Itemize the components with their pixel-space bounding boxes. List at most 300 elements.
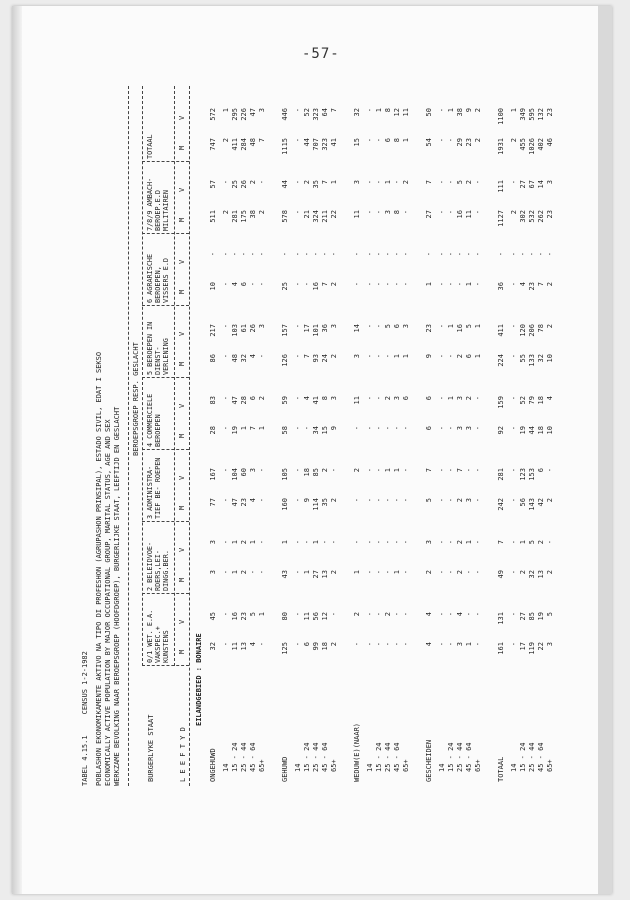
table-cell: - — [366, 540, 374, 545]
table-cell: - — [384, 282, 392, 287]
table-total-row — [426, 86, 435, 786]
table-cell: 242 — [497, 498, 505, 511]
table-cell: 2 — [330, 354, 338, 359]
table-cell: 3 — [330, 324, 338, 329]
table-cell: 5 — [465, 324, 473, 329]
table-cell: 226 — [240, 108, 248, 121]
table-cell: 2 — [456, 540, 464, 545]
table-cell: 2 — [510, 210, 518, 215]
table-cell: 4 — [425, 612, 433, 617]
table-cell: - — [321, 540, 329, 545]
table-cell: 3 — [258, 324, 266, 329]
table-cell: 7 — [321, 180, 329, 185]
table-cell: 10 — [209, 282, 217, 291]
table-row — [403, 86, 412, 786]
table-cell: - — [402, 252, 410, 257]
table-cell: 13 — [321, 570, 329, 579]
table-cell: - — [330, 252, 338, 257]
table-cell: - — [474, 642, 482, 647]
table-total-row — [210, 86, 219, 786]
table-cell: - — [330, 468, 338, 473]
table-cell: 157 — [281, 324, 289, 337]
table-cell: 6 — [249, 396, 257, 401]
table-cell: - — [438, 570, 446, 575]
sex-code: V — [178, 259, 186, 264]
table-cell: 1 — [402, 138, 410, 143]
table-cell: 15 — [321, 426, 329, 435]
table-cell: 446 — [281, 108, 289, 121]
table-cell: - — [222, 612, 230, 617]
group-divider — [142, 161, 189, 162]
table-cell: - — [393, 540, 401, 545]
table-cell: 4 — [303, 396, 311, 401]
table-cell: 7 — [497, 540, 505, 545]
table-cell: - — [375, 210, 383, 215]
table-cell: 26 — [240, 180, 248, 189]
table-cell: 1 — [231, 570, 239, 575]
table-cell: 35 — [312, 180, 320, 189]
table-cell: 27 — [312, 570, 320, 579]
table-cell: - — [447, 180, 455, 185]
table-cell: 2 — [474, 138, 482, 143]
table-row — [331, 86, 340, 786]
table-cell: 55 — [519, 354, 527, 363]
table-cell: 1 — [384, 180, 392, 185]
stub-header-marital: BURGERLYKE STAAT — [147, 714, 155, 782]
table-cell: 6 — [303, 642, 311, 647]
rule-top — [128, 86, 129, 786]
table-cell: 217 — [209, 324, 217, 337]
table-row — [448, 86, 457, 786]
table-cell: 1 — [474, 354, 482, 359]
table-cell: 2 — [353, 612, 361, 617]
table-cell: - — [438, 612, 446, 617]
table-cell: 1 — [384, 468, 392, 473]
table-cell: 23 — [240, 498, 248, 507]
table-cell: 1 — [474, 324, 482, 329]
table-cell: - — [366, 180, 374, 185]
page-edge-left — [12, 6, 22, 894]
table-cell: 1 — [510, 108, 518, 113]
table-cell: - — [402, 210, 410, 215]
table-cell: 18 — [303, 468, 311, 477]
table-cell: 295 — [231, 108, 239, 121]
table-cell: 47 — [231, 498, 239, 507]
table-cell: 11 — [303, 612, 311, 621]
table-cell: - — [375, 468, 383, 473]
table-cell: 36 — [497, 282, 505, 291]
table-cell: 93 — [312, 354, 320, 363]
table-cell: 105 — [281, 468, 289, 481]
table-cell: - — [402, 612, 410, 617]
table-cell: 323 — [321, 138, 329, 151]
table-row — [304, 86, 313, 786]
table-cell: 281 — [231, 210, 239, 223]
table-cell: 411 — [231, 138, 239, 151]
table-cell: 1026 — [528, 138, 536, 155]
table-cell: 1 — [281, 540, 289, 545]
table-cell: - — [366, 282, 374, 287]
table-cell: - — [222, 324, 230, 329]
table-cell: - — [384, 252, 392, 257]
table-cell: 103 — [231, 324, 239, 337]
table-cell: - — [375, 324, 383, 329]
table-cell: 7 — [456, 468, 464, 473]
table-cell: 48 — [231, 354, 239, 363]
table-row — [520, 86, 529, 786]
table-cell: - — [393, 282, 401, 287]
table-cell: 1 — [447, 396, 455, 401]
table-cell: 2 — [546, 282, 554, 287]
table-cell: 9 — [465, 108, 473, 113]
table-cell: 9 — [330, 426, 338, 431]
table-cell: 25 — [231, 180, 239, 189]
table-cell: 23 — [546, 210, 554, 219]
table-cell: - — [366, 210, 374, 215]
table-cell: - — [294, 138, 302, 143]
table-cell: - — [510, 180, 518, 185]
table-cell: - — [222, 540, 230, 545]
title-papiamentu: POBLASHON EKONOMIKAMENTE AKTIVO NA TIPO DI PROFESHON (AGRUPASHON PRINSIPAL), ESTADO SIVIL, EDAT I SEKSO — [95, 351, 103, 786]
table-cell: 60 — [240, 468, 248, 477]
table-cell: 8 — [384, 108, 392, 113]
page-edge-right — [598, 6, 612, 894]
table-cell: 3 — [330, 396, 338, 401]
table-cell: - — [375, 138, 383, 143]
table-cell: 12 — [321, 612, 329, 621]
table-total-row — [498, 86, 507, 786]
sex-code: M — [178, 289, 186, 294]
table-cell: - — [240, 252, 248, 257]
table-cell: 7 — [321, 282, 329, 287]
table-cell: 101 — [312, 324, 320, 337]
table-cell: 3 — [209, 540, 217, 545]
stub-header-age: L E E F T Y D — [179, 727, 187, 782]
age-label: 25 - 44 — [456, 742, 464, 772]
table-cell: 111 — [497, 180, 505, 193]
table-cell: - — [222, 570, 230, 575]
table-cell: 16 — [456, 324, 464, 333]
table-cell: - — [294, 540, 302, 545]
table-cell: 4 — [249, 498, 257, 503]
table-cell: 41 — [312, 396, 320, 405]
table-cell: - — [474, 282, 482, 287]
sex-code: M — [178, 649, 186, 654]
table-cell: - — [375, 396, 383, 401]
table-cell: 3 — [465, 426, 473, 431]
table-cell: - — [474, 426, 482, 431]
age-label: 15 - 24 — [375, 742, 383, 772]
table-cell: 23 — [425, 324, 433, 333]
table-cell: 3 — [209, 570, 217, 575]
table-cell: 302 — [519, 210, 527, 223]
table-cell: - — [366, 468, 374, 473]
table-cell: - — [393, 612, 401, 617]
table-cell: - — [294, 642, 302, 647]
table-cell: 18 — [537, 396, 545, 405]
table-cell: 511 — [209, 210, 217, 223]
table-cell: 2 — [303, 180, 311, 185]
group-header: 7/8/9 AMBACH- BEROEP.E.D MILITAIREN — [146, 177, 170, 231]
table-cell: 2 — [353, 468, 361, 473]
table-cell: 85 — [312, 468, 320, 477]
table-cell: 52 — [519, 396, 527, 405]
table-cell: - — [366, 252, 374, 257]
age-label: 25 - 44 — [312, 742, 320, 772]
table-cell: - — [537, 252, 545, 257]
table-cell: 83 — [209, 396, 217, 405]
table-cell: 402 — [537, 138, 545, 151]
table-cell: - — [222, 252, 230, 257]
rule-header-bottom — [189, 86, 190, 786]
table-cell: 17 — [303, 324, 311, 333]
table-cell: - — [330, 540, 338, 545]
table-cell: - — [222, 180, 230, 185]
table-cell: 11 — [231, 642, 239, 651]
table-cell: 38 — [249, 210, 257, 219]
table-cell: - — [438, 642, 446, 647]
table-cell: 125 — [281, 642, 289, 655]
table-cell: 3 — [393, 396, 401, 401]
area-label: EILANDGEBIED : BONAIRE — [195, 633, 203, 726]
table-cell: 44 — [303, 138, 311, 147]
table-cell: - — [447, 138, 455, 143]
table-cell: - — [438, 210, 446, 215]
table-cell: - — [353, 540, 361, 545]
table-cell: - — [366, 570, 374, 575]
table-cell: - — [510, 282, 518, 287]
table-cell: 92 — [497, 426, 505, 435]
table-cell: 1 — [258, 426, 266, 431]
title-english: ECONOMICALLY ACTIVE POPULATION BY MAJOR OCCUPATIONAL GROUP, MARITAL STATUS, AGE AND SEX — [104, 419, 112, 786]
table-cell: 2 — [546, 570, 554, 575]
table-cell: - — [510, 324, 518, 329]
table-cell: 281 — [497, 468, 505, 481]
table-cell: - — [438, 396, 446, 401]
table-cell: - — [474, 210, 482, 215]
rotated-table — [82, 56, 552, 786]
table-cell: 323 — [312, 108, 320, 121]
table-cell: 54 — [425, 138, 433, 147]
age-label: 65+ — [258, 759, 266, 772]
table-cell: 3 — [425, 540, 433, 545]
table-cell: - — [438, 180, 446, 185]
table-cell: 2 — [240, 570, 248, 575]
table-cell: - — [353, 498, 361, 503]
age-label: 15 - 24 — [519, 742, 527, 772]
table-cell: 3 — [384, 210, 392, 215]
age-label: 14 — [366, 763, 374, 772]
table-cell: - — [528, 252, 536, 257]
sex-code: M — [178, 577, 186, 582]
table-cell: 34 — [312, 426, 320, 435]
table-cell: - — [447, 252, 455, 257]
table-cell: 2 — [330, 642, 338, 647]
table-cell: 5 — [456, 180, 464, 185]
table-cell: 14 — [537, 180, 545, 189]
table-cell: 8 — [321, 396, 329, 401]
table-cell: 42 — [537, 498, 545, 507]
table-cell: 61 — [240, 324, 248, 333]
table-cell: 44 — [281, 180, 289, 189]
sex-code: M — [178, 361, 186, 366]
table-cell: 22 — [330, 210, 338, 219]
table-cell: 211 — [321, 210, 329, 223]
table-cell: - — [447, 354, 455, 359]
table-cell: 2 — [258, 210, 266, 215]
age-label: 14 — [510, 763, 518, 772]
age-label: 14 — [294, 763, 302, 772]
table-cell: 80 — [281, 612, 289, 621]
table-cell: 27 — [519, 180, 527, 189]
table-cell: 18 — [537, 426, 545, 435]
table-cell: - — [510, 612, 518, 617]
table-row — [232, 86, 241, 786]
table-cell: - — [546, 252, 554, 257]
table-cell: 32 — [537, 354, 545, 363]
table-cell: 4 — [425, 642, 433, 647]
table-cell: - — [510, 426, 518, 431]
table-cell: 2 — [456, 570, 464, 575]
age-label: 45 - 64 — [321, 742, 329, 772]
table-cell: - — [438, 282, 446, 287]
table-cell: 41 — [330, 138, 338, 147]
group-divider — [142, 233, 189, 234]
table-cell: 21 — [303, 210, 311, 219]
age-label: 45 - 64 — [393, 742, 401, 772]
table-cell: 120 — [519, 324, 527, 337]
table-cell: - — [258, 282, 266, 287]
table-cell: 206 — [528, 324, 536, 337]
table-cell: - — [366, 612, 374, 617]
table-cell: - — [447, 210, 455, 215]
section-label: ONGEHUWD — [209, 748, 217, 782]
table-cell: - — [510, 468, 518, 473]
table-cell: - — [375, 426, 383, 431]
table-cell: 9 — [303, 498, 311, 503]
table-cell: - — [438, 252, 446, 257]
table-cell: - — [375, 252, 383, 257]
table-cell: - — [546, 540, 554, 545]
table-cell: 6 — [384, 138, 392, 143]
rule-sex — [174, 86, 175, 666]
table-cell: - — [258, 642, 266, 647]
table-cell: 2 — [384, 396, 392, 401]
table-cell: - — [456, 252, 464, 257]
table-cell: 19 — [537, 612, 545, 621]
table-total-row — [354, 86, 363, 786]
table-cell: - — [258, 570, 266, 575]
table-row — [313, 86, 322, 786]
table-cell: - — [366, 354, 374, 359]
table-cell: - — [384, 540, 392, 545]
table-cell: 11 — [353, 210, 361, 219]
group-header: 2 BELEIDVOE- RDERS,LEI- DINGG.BER. — [146, 541, 170, 591]
group-divider — [142, 377, 189, 378]
table-cell: - — [438, 468, 446, 473]
table-cell: 4 — [546, 396, 554, 401]
table-cell: 153 — [528, 468, 536, 481]
table-row — [475, 86, 484, 786]
age-label: 15 - 24 — [303, 742, 311, 772]
table-cell: 4 — [249, 354, 257, 359]
table-cell: - — [294, 468, 302, 473]
table-cell: 1127 — [497, 210, 505, 227]
table-cell: 18 — [321, 642, 329, 651]
table-cell: 123 — [519, 468, 527, 481]
table-cell: 324 — [312, 210, 320, 223]
section-label: GESCHEIDEN — [425, 739, 433, 782]
table-cell: - — [353, 426, 361, 431]
section-label: WEDUW(E)(NAAR) — [353, 722, 361, 782]
table-cell: 1 — [447, 108, 455, 113]
table-cell: 64 — [321, 108, 329, 117]
table-cell: 4 — [456, 612, 464, 617]
table-cell: 1 — [465, 540, 473, 545]
table-cell: 3 — [456, 426, 464, 431]
table-cell: - — [402, 498, 410, 503]
table-cell: - — [438, 324, 446, 329]
table-cell: 5 — [249, 612, 257, 617]
table-cell: 2 — [222, 210, 230, 215]
table-cell: - — [353, 252, 361, 257]
table-cell: - — [510, 540, 518, 545]
table-cell: - — [474, 252, 482, 257]
age-label: 14 — [222, 763, 230, 772]
table-row — [376, 86, 385, 786]
table-cell: - — [510, 498, 518, 503]
table-cell: 6 — [393, 324, 401, 329]
table-cell: 28 — [209, 426, 217, 435]
table-cell: - — [303, 282, 311, 287]
table-cell: - — [258, 468, 266, 473]
table-cell: 1 — [330, 180, 338, 185]
table-cell: 38 — [456, 108, 464, 117]
table-cell: - — [294, 354, 302, 359]
table-cell: 1 — [447, 324, 455, 329]
table-cell: 7 — [249, 426, 257, 431]
table-cell: - — [231, 252, 239, 257]
sex-code: M — [178, 505, 186, 510]
table-cell: 10 — [546, 354, 554, 363]
table-cell: 44 — [528, 426, 536, 435]
group-divider — [142, 449, 189, 450]
table-cell: 411 — [497, 324, 505, 337]
table-cell: 747 — [209, 138, 217, 151]
table-cell: - — [447, 642, 455, 647]
table-cell: 2 — [240, 540, 248, 545]
table-cell: 16 — [456, 210, 464, 219]
table-cell: 23 — [240, 612, 248, 621]
table-cell: - — [393, 498, 401, 503]
table-cell: - — [393, 426, 401, 431]
table-cell: 161 — [497, 642, 505, 655]
table-cell: 23 — [465, 138, 473, 147]
group-header: 4 COMMERCIELE BEROEPEN — [146, 393, 162, 447]
table-cell: 32 — [240, 354, 248, 363]
table-cell: 25 — [281, 282, 289, 291]
table-cell: - — [456, 282, 464, 287]
table-cell: - — [222, 282, 230, 287]
table-cell: - — [465, 570, 473, 575]
table-cell: - — [222, 396, 230, 401]
age-label: 15 - 24 — [231, 742, 239, 772]
table-cell: - — [465, 468, 473, 473]
table-cell: - — [474, 612, 482, 617]
table-cell: 2 — [402, 180, 410, 185]
table-cell: 1 — [465, 282, 473, 287]
age-label: 45 - 64 — [249, 742, 257, 772]
